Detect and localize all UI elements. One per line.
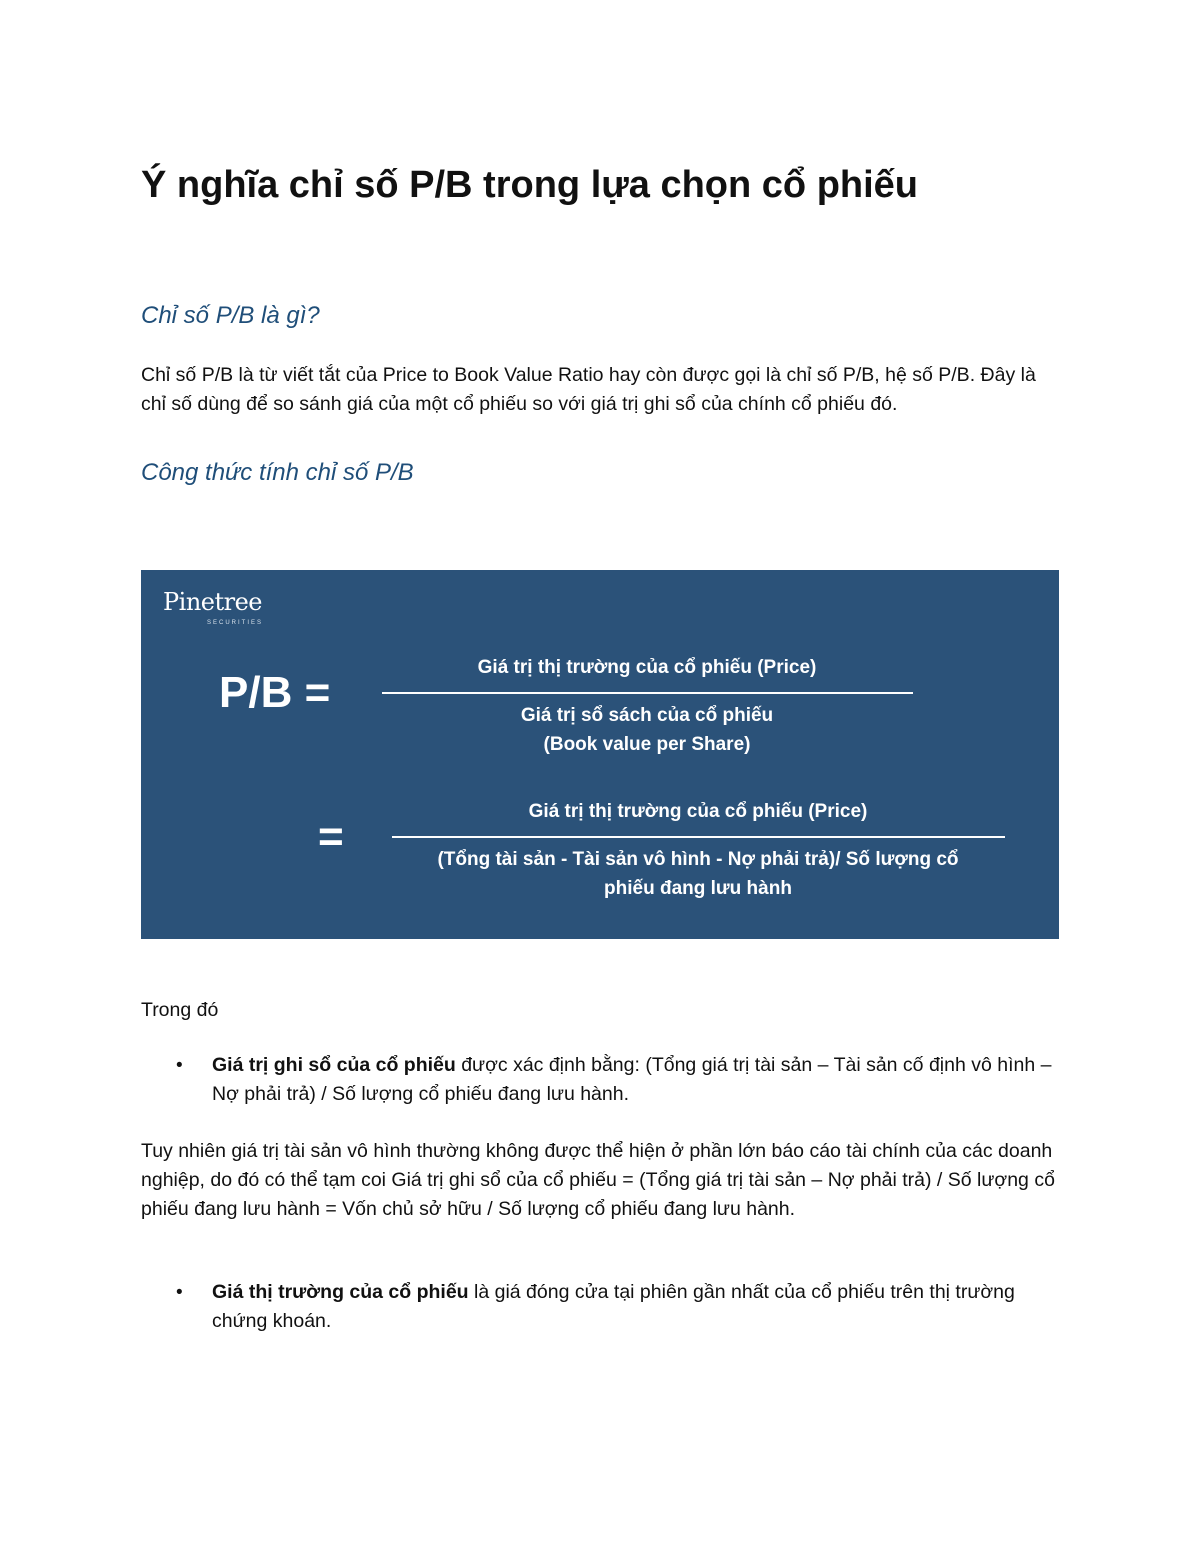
bullet-dot-icon: • bbox=[176, 1282, 183, 1303]
formula2-fraction-bar bbox=[392, 836, 1005, 838]
bullet-term: Giá trị ghi sổ của cổ phiếu bbox=[212, 1054, 456, 1076]
definition-paragraph: Chỉ số P/B là từ viết tắt của Price to Book Value Ratio hay còn được gọi là chỉ số P/B, hệ số P/B. Đây là chỉ số dùng để so sánh giá của một cổ phiếu so với giá trị ghi sổ của chính cổ phiếu đó. bbox=[141, 364, 1036, 415]
bullet-text: được xác định bằng: (Tổng giá trị tài sản – Tài sản cố định vô hình – Nợ phải trả) / Số lượng cổ phiếu đang lưu hành. bbox=[212, 1054, 1052, 1105]
formula2-denominator-line2: phiếu đang lưu hành bbox=[604, 878, 792, 899]
formula2-denominator-line1: (Tổng tài sản - Tài sản vô hình - Nợ phải trả)/ Số lượng cổ bbox=[437, 849, 959, 870]
section-heading-formula: Công thức tính chỉ số P/B bbox=[141, 459, 414, 486]
formula2-equals: = bbox=[318, 812, 344, 861]
bullet-list-2 bbox=[141, 1278, 1056, 1336]
formula1-denominator-line2: (Book value per Share) bbox=[543, 734, 751, 755]
formula-lhs: P/B = bbox=[219, 668, 331, 717]
bullet-text: là giá đóng cửa tại phiên gần nhất của cổ phiếu trên thị trường chứng khoán. bbox=[212, 1281, 1015, 1332]
pinetree-logo: Pinetree bbox=[163, 588, 263, 616]
logo-subtitle: SECURITIES bbox=[207, 620, 264, 626]
page-title: Ý nghĩa chỉ số P/B trong lựa chọn cổ phiếu bbox=[141, 164, 919, 206]
section-heading-what-is-pb: Chỉ số P/B là gì? bbox=[141, 302, 320, 329]
formula1-numerator: Giá trị thị trường của cổ phiếu (Price) bbox=[477, 657, 817, 678]
formula1-denominator-line1: Giá trị sổ sách của cổ phiếu bbox=[520, 705, 774, 726]
bullet-term: Giá thị trường của cổ phiếu bbox=[212, 1281, 469, 1303]
bullet-list-1 bbox=[141, 1051, 1056, 1109]
where-label: Trong đó bbox=[141, 999, 219, 1021]
explanation-paragraph: Tuy nhiên giá trị tài sản vô hình thường không được thể hiện ở phần lớn báo cáo tài chính của các doanh nghiệp, do đó có thể tạm coi Giá trị ghi sổ của cổ phiếu = (Tổng giá trị tài sản – Nợ phải trả) / Số lượng cổ phiếu đang lưu hành = Vốn chủ sở hữu / Số lượng cổ phiếu đang lưu hành. bbox=[141, 1140, 1055, 1220]
bullet-dot-icon: • bbox=[176, 1055, 183, 1076]
list-item bbox=[141, 1051, 1056, 1109]
formula1-fraction-bar bbox=[382, 692, 913, 694]
formula2-numerator: Giá trị thị trường của cổ phiếu (Price) bbox=[528, 801, 868, 822]
formula-image bbox=[141, 570, 1059, 939]
list-item bbox=[141, 1278, 1056, 1336]
